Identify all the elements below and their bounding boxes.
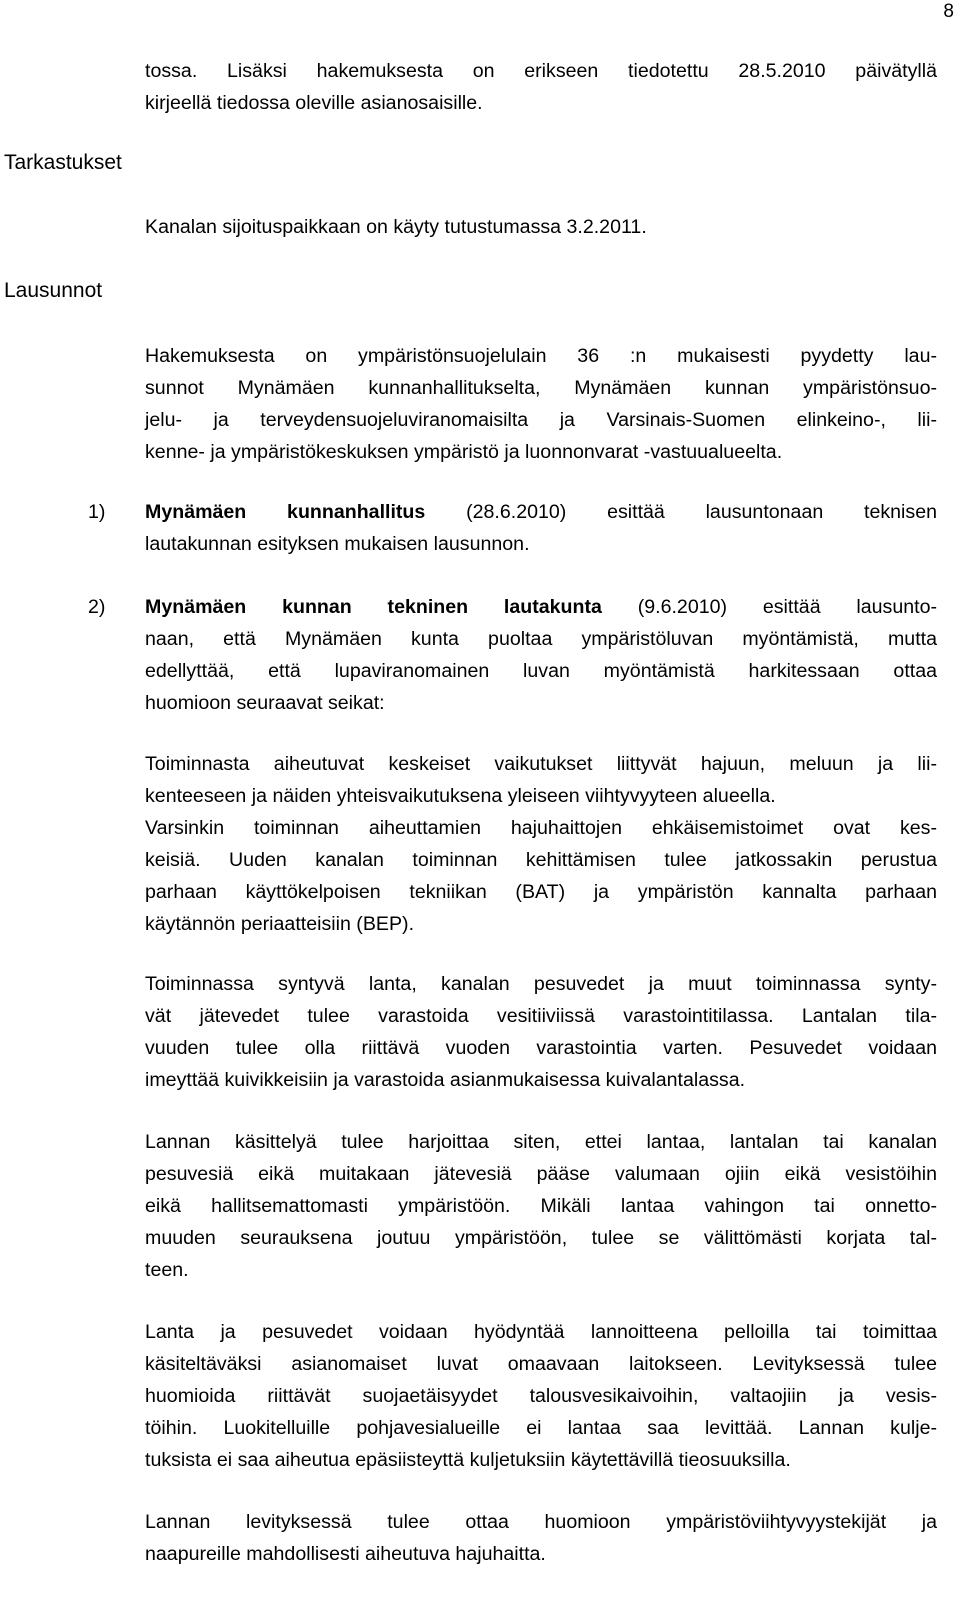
text-line: tossa. Lisäksi hakemuksesta on erikseen tiedotettu 28.5.2010 päivätyllä <box>145 60 937 82</box>
text-line <box>145 591 937 623</box>
paragraph-impacts <box>145 748 937 940</box>
item-number: 1) <box>88 501 106 523</box>
paragraph-statements-intro <box>145 340 937 468</box>
text-line: teen. <box>145 1259 189 1281</box>
page-number: 8 <box>943 1 954 22</box>
paragraph-manure-use <box>145 1316 937 1476</box>
text-line: käytännön periaatteisiin (BEP). <box>145 913 415 935</box>
paragraph-inspection <box>145 211 937 243</box>
text-line: kenteeseen ja näiden yhteisvaikutuksena yleiseen viihtyvyyteen alueella. <box>145 785 776 807</box>
text-line: Lannan käsittelyä tulee harjoittaa siten, ettei lantaa, lantalan tai kanalan <box>145 1131 937 1153</box>
text-line: naapureille mahdollisesti aiheutuva hajuhaitta. <box>145 1543 546 1565</box>
text-line: Hakemuksesta on ympäristönsuojelulain 36 :n mukaisesti pyydetty lau- <box>145 345 937 367</box>
text-line: edellyttää, että lupaviranomainen luvan myöntämistä harkitessaan ottaa <box>145 660 937 682</box>
text-line: parhaan käyttökelpoisen tekniikan (BAT) ja ympäristön kannalta parhaan <box>145 881 937 903</box>
text-line: sunnot Mynämäen kunnanhallitukselta, Mynämäen kunnan ympäristönsuo- <box>145 377 937 399</box>
paragraph-manure-storage <box>145 968 937 1096</box>
text-line: huomioida riittävät suojaetäisyydet talousvesikaivoihin, valtaojiin ja vesis- <box>145 1385 937 1407</box>
text-line: pesuvesiä eikä muitakaan jätevesiä pääse valumaan ojiin eikä vesistöihin <box>145 1163 937 1185</box>
text-line <box>145 496 937 528</box>
section-label-lausunnot: Lausunnot <box>4 279 103 302</box>
text-line: muuden seurauksena joutuu ympäristöön, tulee se välittömästi korjata tal- <box>145 1227 937 1249</box>
text-line: kirjeellä tiedossa oleville asianosaisille. <box>145 92 483 114</box>
text-line: keisiä. Uuden kanalan toiminnan kehittämisen tulee jatkossakin perustua <box>145 849 937 871</box>
text-line: Toiminnassa syntyvä lanta, kanalan pesuvedet ja muut toiminnassa synty- <box>145 973 937 995</box>
item-number: 2) <box>88 596 106 618</box>
paragraph-notification <box>145 55 937 119</box>
item-text: (28.6.2010) esittää lausuntonaan teknisen <box>425 501 937 523</box>
text-line: vät jätevedet tulee varastoida vesitiiviissä varastointitilassa. Lantalan tila- <box>145 1005 937 1027</box>
text-line: Kanalan sijoituspaikkaan on käyty tutustumassa 3.2.2011. <box>145 216 647 238</box>
statement-item-1 <box>88 496 937 560</box>
text-line: töihin. Luokitelluille pohjavesialueille ei lantaa saa levittää. Lannan kulje- <box>145 1417 937 1439</box>
text-line: Lanta ja pesuvedet voidaan hyödyntää lannoitteena pelloilla tai toimittaa <box>145 1321 937 1343</box>
text-line: käsiteltäväksi asianomaiset luvat omaavaan laitokseen. Levityksessä tulee <box>145 1353 937 1375</box>
section-label-tarkastukset: Tarkastukset <box>4 151 122 174</box>
item-title: Mynämäen kunnanhallitus <box>145 501 426 523</box>
text-line: jelu- ja terveydensuojeluviranomaisilta ja Varsinais-Suomen elinkeino-, lii- <box>145 409 937 431</box>
text-line: Lannan levityksessä tulee ottaa huomioon ympäristöviihtyvyystekijät ja <box>145 1511 937 1533</box>
text-line: Varsinkin toiminnan aiheuttamien hajuhaittojen ehkäisemistoimet ovat kes- <box>145 817 937 839</box>
text-line: lautakunnan esityksen mukaisen lausunnon. <box>145 533 530 555</box>
text-line: eikä hallitsemattomasti ympäristöön. Mikäli lantaa vahingon tai onnetto- <box>145 1195 937 1217</box>
item-text: (9.6.2010) esittää lausunto- <box>601 596 937 618</box>
text-line: Toiminnasta aiheutuvat keskeiset vaikutukset liittyvät hajuun, meluun ja lii- <box>145 753 937 775</box>
item-title: Mynämäen kunnan tekninen lautakunta <box>145 596 602 618</box>
text-line: naan, että Mynämäen kunta puoltaa ympäristöluvan myöntämistä, mutta <box>145 628 937 650</box>
statement-item-2 <box>88 591 937 719</box>
text-line: imeyttää kuivikkeisiin ja varastoida asianmukaisessa kuivalantalassa. <box>145 1069 746 1091</box>
paragraph-spreading <box>145 1506 937 1570</box>
text-line: vuuden tulee olla riittävä vuoden varastointia varten. Pesuvedet voidaan <box>145 1037 937 1059</box>
text-line: tuksista ei saa aiheutua epäsiisteyttä kuljetuksiin käytettävillä tieosuuksilla. <box>145 1449 791 1471</box>
text-line: kenne- ja ympäristökeskuksen ympäristö ja luonnonvarat -vastuualueelta. <box>145 441 783 463</box>
text-line: huomioon seuraavat seikat: <box>145 692 385 714</box>
paragraph-manure-handling <box>145 1126 937 1286</box>
